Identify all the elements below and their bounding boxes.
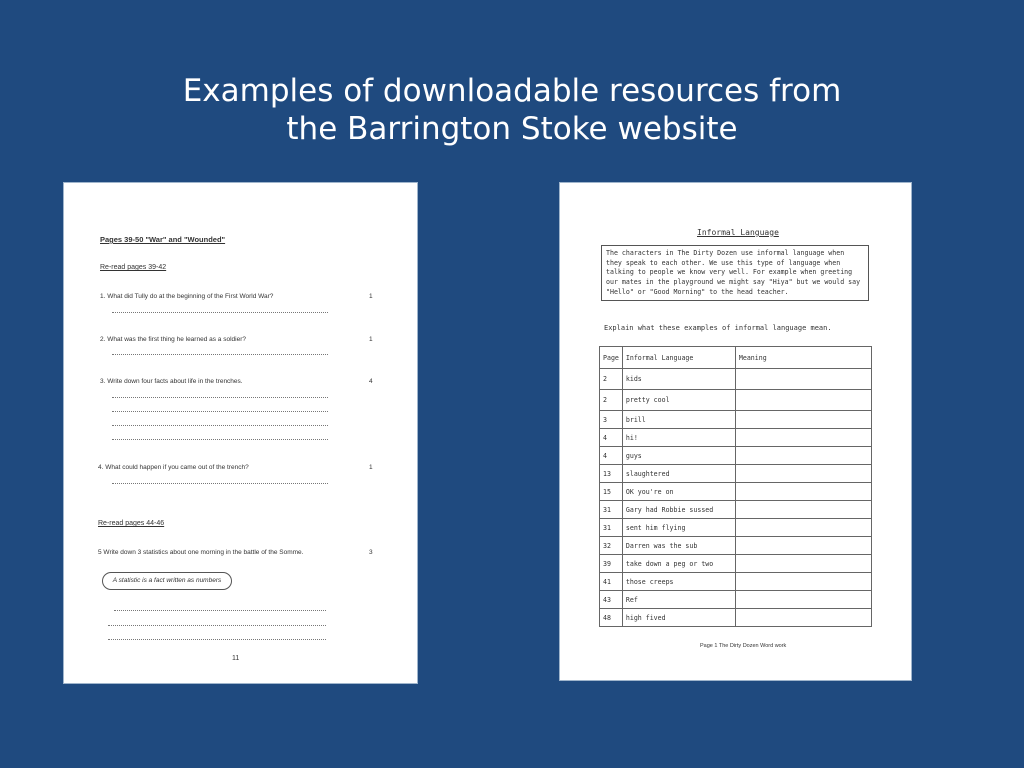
- page-footer: Page 1 The Dirty Dozen Word work: [700, 643, 787, 649]
- cell-page: 39: [600, 555, 623, 573]
- table-row: [600, 429, 872, 447]
- column-header-page: Page: [600, 347, 623, 369]
- statistic-definition-note: A statistic is a fact written as numbers: [102, 572, 232, 590]
- cell-phrase: take down a peg or two: [622, 555, 735, 573]
- cell-meaning[interactable]: [735, 411, 871, 429]
- cell-page: 31: [600, 519, 623, 537]
- cell-meaning[interactable]: [735, 537, 871, 555]
- table-row: [600, 465, 872, 483]
- cell-page: 2: [600, 369, 623, 390]
- page-number: 11: [232, 655, 240, 662]
- cell-meaning[interactable]: [735, 465, 871, 483]
- table-row: [600, 591, 872, 609]
- cell-meaning[interactable]: [735, 555, 871, 573]
- table-row: [600, 411, 872, 429]
- cell-page: 4: [600, 429, 623, 447]
- question-1-mark: 1: [369, 293, 373, 300]
- question-2: 2. What was the first thing he learned as a soldier?: [100, 336, 246, 343]
- question-3-mark: 4: [369, 378, 373, 385]
- cell-meaning[interactable]: [735, 573, 871, 591]
- slide-title: [0, 72, 1024, 148]
- answer-line: [112, 312, 328, 313]
- question-5: 5 Write down 3 statistics about one morning in the battle of the Somme.: [98, 549, 304, 556]
- reread-heading-1: Re-read pages 39-42: [100, 264, 167, 271]
- cell-page: 2: [600, 390, 623, 411]
- reread-heading-2: Re-read pages 44-46: [98, 520, 165, 527]
- answer-line: [108, 639, 326, 640]
- cell-phrase: brill: [622, 411, 735, 429]
- worksheet-war-and-wounded: [64, 183, 417, 683]
- question-2-mark: 1: [369, 336, 373, 343]
- column-header-meaning: Meaning: [735, 347, 871, 369]
- question-3: 3. Write down four facts about life in the trenches.: [100, 378, 243, 385]
- worksheet-heading: Informal Language: [697, 228, 779, 237]
- cell-phrase: OK you're on: [622, 483, 735, 501]
- cell-phrase: hi!: [622, 429, 735, 447]
- cell-meaning[interactable]: [735, 483, 871, 501]
- intro-text-box: The characters in The Dirty Dozen use informal language when they speak to each other. We use this type of language when talking to people we know very well. For example when greeting our mates in the playground we might say "Hiya" but we would say "Hello" or "Good Morning" to the head teacher.: [601, 245, 869, 301]
- cell-meaning[interactable]: [735, 390, 871, 411]
- cell-phrase: Darren was the sub: [622, 537, 735, 555]
- table-row: [600, 447, 872, 465]
- table-row: [600, 537, 872, 555]
- cell-phrase: sent him flying: [622, 519, 735, 537]
- worksheet-informal-language: [560, 183, 911, 680]
- informal-language-table: [599, 346, 872, 627]
- answer-line: [112, 439, 328, 440]
- cell-phrase: Ref: [622, 591, 735, 609]
- cell-page: 15: [600, 483, 623, 501]
- cell-phrase: Gary had Robbie sussed: [622, 501, 735, 519]
- slide-title-line-2: the Barrington Stoke website: [286, 111, 738, 147]
- cell-meaning[interactable]: [735, 369, 871, 390]
- instruction-text: Explain what these examples of informal language mean.: [604, 324, 832, 332]
- table-row: [600, 555, 872, 573]
- table-row: [600, 573, 872, 591]
- table-row: [600, 369, 872, 390]
- slide-title-line-1: Examples of downloadable resources from: [182, 73, 842, 109]
- table-row: [600, 483, 872, 501]
- cell-page: 4: [600, 447, 623, 465]
- table-header-row: [600, 347, 872, 369]
- answer-line: [112, 425, 328, 426]
- cell-meaning[interactable]: [735, 519, 871, 537]
- cell-page: 3: [600, 411, 623, 429]
- cell-page: 31: [600, 501, 623, 519]
- question-5-mark: 3: [369, 549, 373, 556]
- cell-phrase: kids: [622, 369, 735, 390]
- cell-meaning[interactable]: [735, 591, 871, 609]
- cell-page: 13: [600, 465, 623, 483]
- cell-phrase: pretty cool: [622, 390, 735, 411]
- cell-page: 43: [600, 591, 623, 609]
- answer-line: [112, 397, 328, 398]
- cell-phrase: guys: [622, 447, 735, 465]
- answer-line: [112, 411, 328, 412]
- cell-meaning[interactable]: [735, 501, 871, 519]
- cell-page: 41: [600, 573, 623, 591]
- cell-meaning[interactable]: [735, 447, 871, 465]
- cell-phrase: those creeps: [622, 573, 735, 591]
- cell-meaning[interactable]: [735, 429, 871, 447]
- cell-phrase: slaughtered: [622, 465, 735, 483]
- cell-page: 48: [600, 609, 623, 627]
- answer-line: [112, 483, 328, 484]
- column-header-informal-language: Informal Language: [622, 347, 735, 369]
- question-4-mark: 1: [369, 464, 373, 471]
- table-row: [600, 519, 872, 537]
- cell-phrase: high fived: [622, 609, 735, 627]
- answer-line: [112, 354, 328, 355]
- table-row: [600, 609, 872, 627]
- cell-meaning[interactable]: [735, 609, 871, 627]
- question-4: 4. What could happen if you came out of the trench?: [98, 464, 249, 471]
- worksheet-heading: Pages 39-50 "War" and "Wounded": [100, 235, 226, 244]
- cell-page: 32: [600, 537, 623, 555]
- answer-line: [114, 610, 326, 611]
- answer-line: [108, 625, 326, 626]
- table-row: [600, 390, 872, 411]
- question-1: 1. What did Tully do at the beginning of the First World War?: [100, 293, 274, 300]
- table-row: [600, 501, 872, 519]
